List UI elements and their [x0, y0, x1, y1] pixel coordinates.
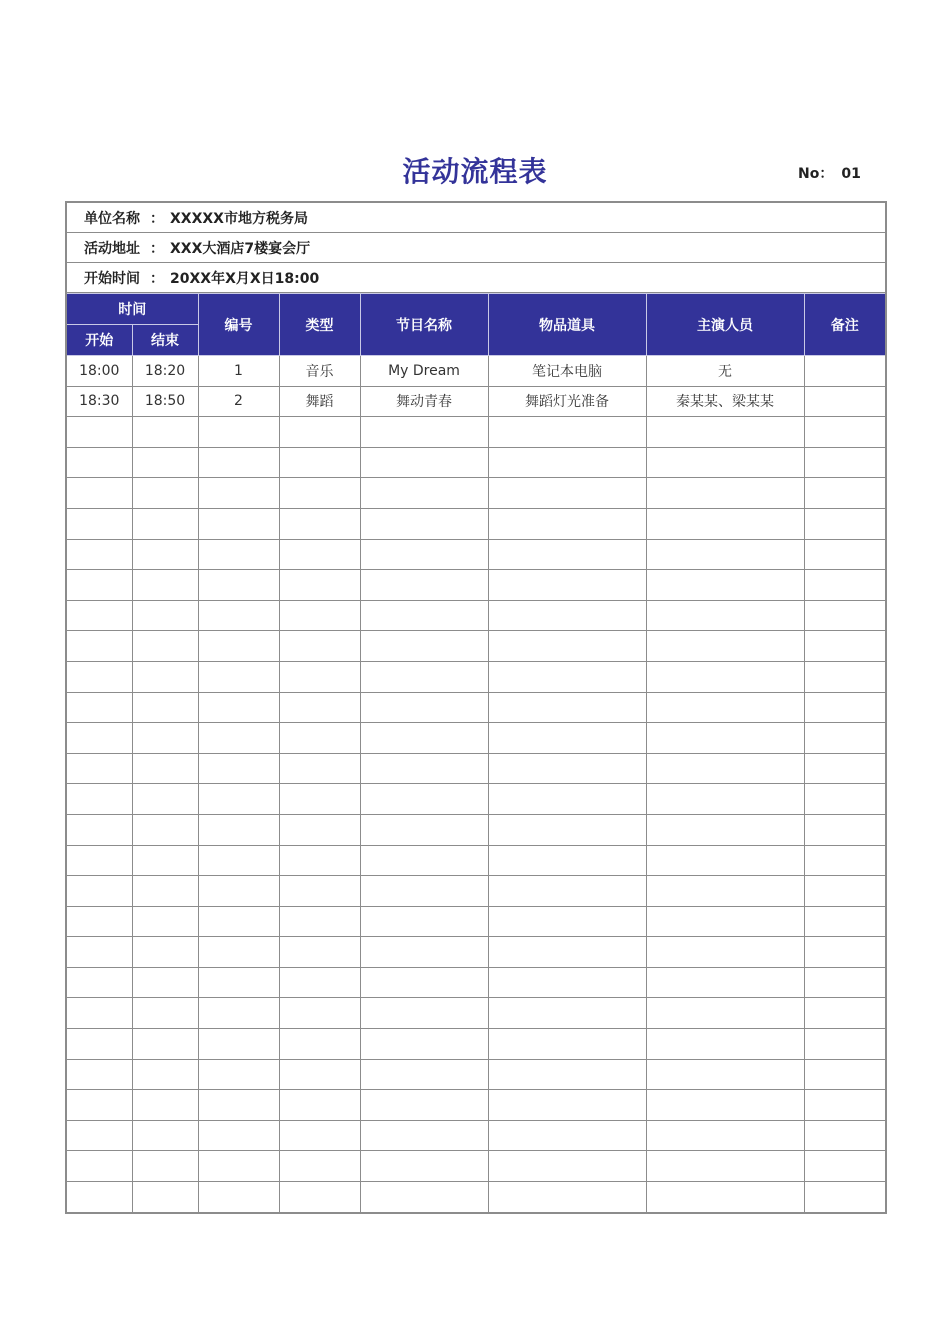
cell-type	[279, 753, 360, 784]
cell-performers	[646, 447, 804, 478]
cell-notes	[804, 1029, 886, 1060]
cell-number	[198, 1120, 279, 1151]
info-row-unit	[67, 203, 885, 233]
cell-start	[66, 906, 132, 937]
cell-performers	[646, 1090, 804, 1121]
cell-performers	[646, 600, 804, 631]
cell-program	[360, 1029, 488, 1060]
cell-program	[360, 417, 488, 448]
cell-end	[132, 1090, 198, 1121]
cell-notes	[804, 386, 886, 417]
cell-start	[66, 967, 132, 998]
cell-end	[132, 998, 198, 1029]
table-row	[66, 906, 886, 937]
table-row	[66, 600, 886, 631]
cell-type	[279, 600, 360, 631]
cell-type	[279, 784, 360, 815]
cell-program	[360, 1090, 488, 1121]
info-row-start-time	[67, 263, 885, 293]
cell-props	[488, 447, 646, 478]
cell-type	[279, 906, 360, 937]
cell-program	[360, 570, 488, 601]
info-colon: ：	[150, 210, 164, 227]
table-row	[66, 1120, 886, 1151]
cell-notes	[804, 1090, 886, 1121]
cell-end	[132, 692, 198, 723]
cell-performers	[646, 661, 804, 692]
cell-notes	[804, 998, 886, 1029]
info-colon: ：	[150, 240, 164, 257]
cell-type	[279, 1090, 360, 1121]
cell-props	[488, 723, 646, 754]
cell-performers	[646, 1151, 804, 1182]
cell-notes	[804, 570, 886, 601]
cell-notes	[804, 478, 886, 509]
cell-end	[132, 1151, 198, 1182]
cell-notes	[804, 417, 886, 448]
cell-props	[488, 753, 646, 784]
schedule-table	[65, 293, 887, 1214]
cell-end	[132, 478, 198, 509]
header-program: 节目名称	[360, 294, 488, 356]
table-row	[66, 753, 886, 784]
cell-performers	[646, 539, 804, 570]
cell-performers	[646, 1182, 804, 1213]
cell-program	[360, 937, 488, 968]
table-row	[66, 1029, 886, 1060]
cell-start	[66, 845, 132, 876]
cell-type	[279, 447, 360, 478]
header-start: 开始	[66, 325, 132, 356]
cell-program	[360, 661, 488, 692]
cell-end	[132, 1029, 198, 1060]
cell-number	[198, 937, 279, 968]
info-label: 开始时间	[84, 270, 140, 287]
table-row	[66, 508, 886, 539]
cell-number	[198, 906, 279, 937]
cell-props	[488, 814, 646, 845]
cell-type	[279, 1182, 360, 1213]
cell-program	[360, 1120, 488, 1151]
table-row	[66, 784, 886, 815]
cell-notes	[804, 447, 886, 478]
cell-props	[488, 1151, 646, 1182]
cell-end	[132, 508, 198, 539]
cell-number	[198, 753, 279, 784]
cell-end	[132, 570, 198, 601]
cell-program	[360, 845, 488, 876]
cell-props	[488, 539, 646, 570]
cell-props	[488, 1090, 646, 1121]
cell-performers	[646, 937, 804, 968]
cell-start	[66, 784, 132, 815]
table-row	[66, 1090, 886, 1121]
cell-type	[279, 417, 360, 448]
cell-props	[488, 661, 646, 692]
cell-notes	[804, 967, 886, 998]
document-number	[798, 163, 861, 183]
cell-program	[360, 753, 488, 784]
header-props: 物品道具	[488, 294, 646, 356]
cell-start	[66, 876, 132, 907]
cell-program	[360, 723, 488, 754]
cell-start	[66, 937, 132, 968]
table-row	[66, 631, 886, 662]
cell-number	[198, 814, 279, 845]
cell-number	[198, 784, 279, 815]
cell-props	[488, 845, 646, 876]
cell-number	[198, 998, 279, 1029]
table-row	[66, 814, 886, 845]
cell-props	[488, 692, 646, 723]
cell-program	[360, 478, 488, 509]
cell-notes	[804, 1120, 886, 1151]
cell-number	[198, 478, 279, 509]
cell-program: My Dream	[360, 356, 488, 387]
cell-props	[488, 967, 646, 998]
info-value: XXX大酒店7楼宴会厅	[170, 240, 311, 257]
cell-performers	[646, 753, 804, 784]
cell-number	[198, 1059, 279, 1090]
cell-notes	[804, 814, 886, 845]
cell-start	[66, 998, 132, 1029]
cell-start	[66, 753, 132, 784]
cell-end	[132, 447, 198, 478]
cell-end	[132, 753, 198, 784]
document-number-label: No：	[798, 166, 834, 182]
cell-notes	[804, 539, 886, 570]
cell-number	[198, 570, 279, 601]
cell-performers	[646, 1029, 804, 1060]
cell-props: 舞蹈灯光准备	[488, 386, 646, 417]
table-row	[66, 447, 886, 478]
cell-program	[360, 1182, 488, 1213]
header-type: 类型	[279, 294, 360, 356]
cell-type	[279, 1059, 360, 1090]
cell-props	[488, 784, 646, 815]
cell-end	[132, 417, 198, 448]
info-label: 活动地址	[84, 240, 140, 257]
cell-program	[360, 1151, 488, 1182]
cell-notes	[804, 784, 886, 815]
cell-number	[198, 661, 279, 692]
cell-program	[360, 967, 488, 998]
cell-notes	[804, 753, 886, 784]
cell-program	[360, 600, 488, 631]
cell-start: 18:00	[66, 356, 132, 387]
cell-start	[66, 1151, 132, 1182]
cell-props	[488, 1182, 646, 1213]
cell-start	[66, 814, 132, 845]
cell-performers	[646, 814, 804, 845]
cell-number	[198, 876, 279, 907]
table-row	[66, 1059, 886, 1090]
cell-end: 18:50	[132, 386, 198, 417]
cell-type	[279, 1120, 360, 1151]
cell-notes	[804, 1182, 886, 1213]
cell-start: 18:30	[66, 386, 132, 417]
cell-type	[279, 814, 360, 845]
cell-notes	[804, 906, 886, 937]
cell-start	[66, 1120, 132, 1151]
table-row	[66, 386, 886, 417]
cell-type: 舞蹈	[279, 386, 360, 417]
table-body	[66, 356, 886, 1213]
header-time: 时间	[66, 294, 198, 325]
cell-type	[279, 876, 360, 907]
cell-program	[360, 447, 488, 478]
cell-props	[488, 906, 646, 937]
cell-performers	[646, 784, 804, 815]
cell-number	[198, 417, 279, 448]
cell-type	[279, 539, 360, 570]
table-row	[66, 876, 886, 907]
cell-end	[132, 539, 198, 570]
cell-notes	[804, 723, 886, 754]
cell-end	[132, 631, 198, 662]
table-row	[66, 692, 886, 723]
header-row	[66, 294, 886, 325]
cell-type	[279, 723, 360, 754]
cell-type	[279, 692, 360, 723]
cell-type: 音乐	[279, 356, 360, 387]
cell-type	[279, 631, 360, 662]
table-row	[66, 356, 886, 387]
table-row	[66, 967, 886, 998]
table-row	[66, 1182, 886, 1213]
cell-notes	[804, 1151, 886, 1182]
cell-type	[279, 1029, 360, 1060]
cell-notes	[804, 876, 886, 907]
table-row	[66, 539, 886, 570]
cell-number: 1	[198, 356, 279, 387]
cell-performers	[646, 478, 804, 509]
cell-end	[132, 967, 198, 998]
cell-props: 笔记本电脑	[488, 356, 646, 387]
cell-end	[132, 1120, 198, 1151]
info-value: 20XX年X月X日18:00	[170, 270, 320, 287]
cell-start	[66, 539, 132, 570]
cell-notes	[804, 845, 886, 876]
cell-end	[132, 876, 198, 907]
cell-performers	[646, 876, 804, 907]
cell-performers	[646, 998, 804, 1029]
cell-props	[488, 937, 646, 968]
cell-props	[488, 570, 646, 601]
cell-notes	[804, 631, 886, 662]
cell-performers	[646, 906, 804, 937]
cell-program	[360, 631, 488, 662]
cell-notes	[804, 692, 886, 723]
cell-props	[488, 478, 646, 509]
cell-type	[279, 508, 360, 539]
cell-end	[132, 723, 198, 754]
cell-props	[488, 417, 646, 448]
info-row-address	[67, 233, 885, 263]
cell-type	[279, 998, 360, 1029]
cell-end	[132, 1059, 198, 1090]
cell-notes	[804, 937, 886, 968]
table-row	[66, 478, 886, 509]
cell-number	[198, 1029, 279, 1060]
cell-number	[198, 447, 279, 478]
table-row	[66, 937, 886, 968]
cell-props	[488, 631, 646, 662]
cell-performers	[646, 692, 804, 723]
table-row	[66, 998, 886, 1029]
cell-start	[66, 661, 132, 692]
cell-performers: 无	[646, 356, 804, 387]
cell-type	[279, 478, 360, 509]
cell-performers	[646, 723, 804, 754]
table-row	[66, 661, 886, 692]
cell-type	[279, 570, 360, 601]
cell-end	[132, 814, 198, 845]
cell-end	[132, 661, 198, 692]
cell-type	[279, 1151, 360, 1182]
cell-performers	[646, 570, 804, 601]
cell-start	[66, 692, 132, 723]
cell-props	[488, 1120, 646, 1151]
cell-program	[360, 814, 488, 845]
cell-performers	[646, 1120, 804, 1151]
info-label: 单位名称	[84, 210, 140, 227]
cell-start	[66, 1029, 132, 1060]
cell-performers	[646, 417, 804, 448]
info-colon: ：	[150, 270, 164, 287]
cell-program	[360, 508, 488, 539]
cell-performers	[646, 1059, 804, 1090]
cell-props	[488, 508, 646, 539]
cell-end	[132, 784, 198, 815]
cell-number	[198, 723, 279, 754]
table-row	[66, 845, 886, 876]
cell-program	[360, 784, 488, 815]
table-row	[66, 417, 886, 448]
cell-type	[279, 937, 360, 968]
cell-notes	[804, 1059, 886, 1090]
cell-number	[198, 1151, 279, 1182]
info-section	[65, 201, 887, 293]
cell-start	[66, 723, 132, 754]
cell-start	[66, 447, 132, 478]
cell-number	[198, 1090, 279, 1121]
cell-program	[360, 998, 488, 1029]
cell-number	[198, 631, 279, 662]
cell-start	[66, 600, 132, 631]
cell-props	[488, 1029, 646, 1060]
cell-end	[132, 845, 198, 876]
cell-start	[66, 1090, 132, 1121]
cell-notes	[804, 661, 886, 692]
header-notes: 备注	[804, 294, 886, 356]
cell-start	[66, 1182, 132, 1213]
cell-performers	[646, 845, 804, 876]
cell-performers	[646, 967, 804, 998]
cell-program	[360, 906, 488, 937]
table-row	[66, 570, 886, 601]
cell-type	[279, 661, 360, 692]
cell-performers	[646, 508, 804, 539]
cell-performers: 秦某某、梁某某	[646, 386, 804, 417]
cell-notes	[804, 600, 886, 631]
cell-start	[66, 478, 132, 509]
cell-number	[198, 539, 279, 570]
cell-program	[360, 692, 488, 723]
cell-end	[132, 600, 198, 631]
cell-type	[279, 967, 360, 998]
header-number: 编号	[198, 294, 279, 356]
cell-number	[198, 600, 279, 631]
cell-end	[132, 1182, 198, 1213]
cell-program	[360, 876, 488, 907]
cell-notes	[804, 508, 886, 539]
cell-program	[360, 1059, 488, 1090]
header-end: 结束	[132, 325, 198, 356]
cell-end: 18:20	[132, 356, 198, 387]
document-number-value: 01	[841, 166, 861, 182]
cell-end	[132, 906, 198, 937]
cell-notes	[804, 356, 886, 387]
cell-props	[488, 876, 646, 907]
cell-start	[66, 631, 132, 662]
cell-type	[279, 845, 360, 876]
cell-program	[360, 539, 488, 570]
info-value: XXXXX市地方税务局	[170, 210, 308, 227]
table-row	[66, 723, 886, 754]
cell-end	[132, 937, 198, 968]
cell-number	[198, 967, 279, 998]
table-row	[66, 1151, 886, 1182]
cell-number	[198, 845, 279, 876]
cell-props	[488, 998, 646, 1029]
cell-props	[488, 600, 646, 631]
page-title: 活动流程表	[402, 155, 548, 188]
cell-props	[488, 1059, 646, 1090]
cell-performers	[646, 631, 804, 662]
header-performers: 主演人员	[646, 294, 804, 356]
cell-start	[66, 417, 132, 448]
cell-number	[198, 508, 279, 539]
cell-number	[198, 1182, 279, 1213]
cell-number	[198, 692, 279, 723]
cell-start	[66, 1059, 132, 1090]
cell-start	[66, 508, 132, 539]
cell-start	[66, 570, 132, 601]
cell-number: 2	[198, 386, 279, 417]
cell-program: 舞动青春	[360, 386, 488, 417]
